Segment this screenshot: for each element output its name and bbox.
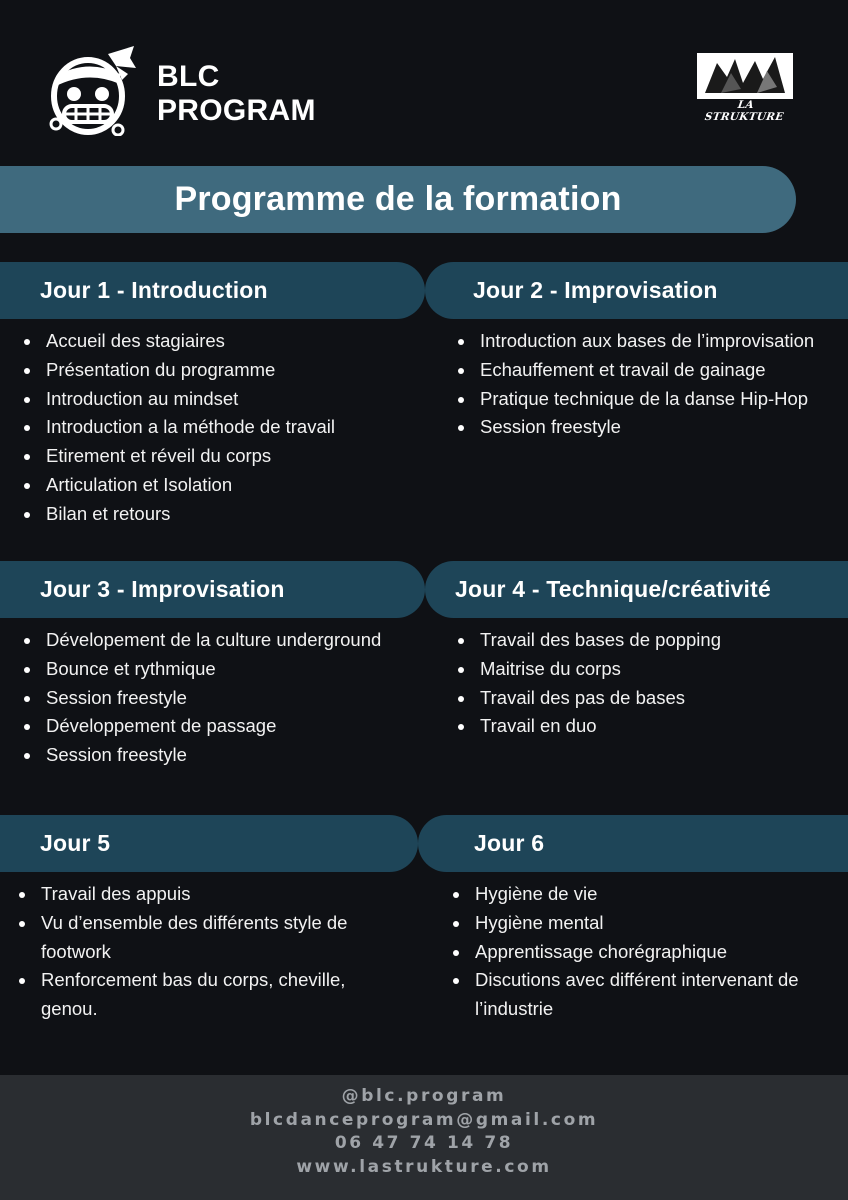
list-item: Apprentissage chorégraphique [449, 938, 839, 967]
list-item: Dévelopement de la culture underground [20, 626, 430, 655]
la-strukture-logo [697, 53, 793, 123]
day-4-title: Jour 4 - Technique/créativité [455, 576, 771, 602]
day-1-list [20, 327, 420, 529]
list-item: Bounce et rythmique [20, 655, 430, 684]
list-item: Développement de passage [20, 712, 430, 741]
footer-contact [0, 1075, 848, 1200]
list-item: Maitrise du corps [454, 655, 846, 684]
day-4-header [425, 561, 848, 618]
day-3-list [20, 626, 430, 770]
day-2-list [454, 327, 846, 442]
list-item: Travail des pas de bases [454, 684, 846, 713]
day-6-title: Jour 6 [474, 830, 545, 856]
list-item: Session freestyle [454, 413, 846, 442]
list-item: Introduction au mindset [20, 385, 420, 414]
blc-logo-icon [46, 44, 136, 136]
list-item: Hygiène mental [449, 909, 839, 938]
list-item: Hygiène de vie [449, 880, 839, 909]
list-item: Bilan et retours [20, 500, 420, 529]
list-item: Introduction aux bases de l’improvisation [454, 327, 846, 356]
list-item: Echauffement et travail de gainage [454, 356, 846, 385]
day-6-header [418, 815, 848, 872]
day-1-title: Jour 1 - Introduction [40, 277, 268, 303]
brand-name [157, 60, 316, 128]
day-4-list [454, 626, 846, 741]
footer-website[interactable]: www.lastrukture.com [296, 1156, 552, 1177]
footer-instagram[interactable]: @blc.program [341, 1086, 507, 1106]
list-item: Session freestyle [20, 741, 430, 770]
day-3-title: Jour 3 - Improvisation [40, 576, 285, 602]
page-title-bar [0, 166, 796, 233]
list-item: Accueil des stagiaires [20, 327, 420, 356]
list-item: Pratique technique de la danse Hip-Hop [454, 385, 846, 414]
day-5-header [0, 815, 418, 872]
page-title: Programme de la formation [174, 180, 622, 218]
footer-email[interactable]: blcdanceprogram@gmail.com [249, 1109, 599, 1130]
list-item: Travail des bases de popping [454, 626, 846, 655]
list-item: Articulation et Isolation [20, 471, 420, 500]
list-item: Renforcement bas du corps, cheville, genou. [15, 966, 395, 1024]
list-item: Session freestyle [20, 684, 430, 713]
brand-line-1: BLC [157, 60, 220, 93]
brand-line-2: PROGRAM [157, 94, 316, 127]
list-item: Introduction a la méthode de travail [20, 413, 420, 442]
day-5-list [15, 880, 395, 1024]
list-item: Etirement et réveil du corps [20, 442, 420, 471]
list-item: Discutions avec différent intervenant de l’industrie [449, 966, 839, 1024]
list-item: Présentation du programme [20, 356, 420, 385]
day-5-title: Jour 5 [40, 830, 111, 856]
list-item: Travail en duo [454, 712, 846, 741]
day-6-list [449, 880, 839, 1024]
day-3-header [0, 561, 425, 618]
day-2-title: Jour 2 - Improvisation [473, 277, 718, 303]
list-item: Vu d’ensemble des différents style de footwork [15, 909, 395, 967]
day-1-header [0, 262, 425, 319]
footer-phone[interactable]: 06 47 74 14 78 [334, 1133, 514, 1153]
list-item: Travail des appuis [15, 880, 395, 909]
day-2-header [425, 262, 848, 319]
partner-logo-text: LA STRUKTURE [703, 99, 785, 123]
